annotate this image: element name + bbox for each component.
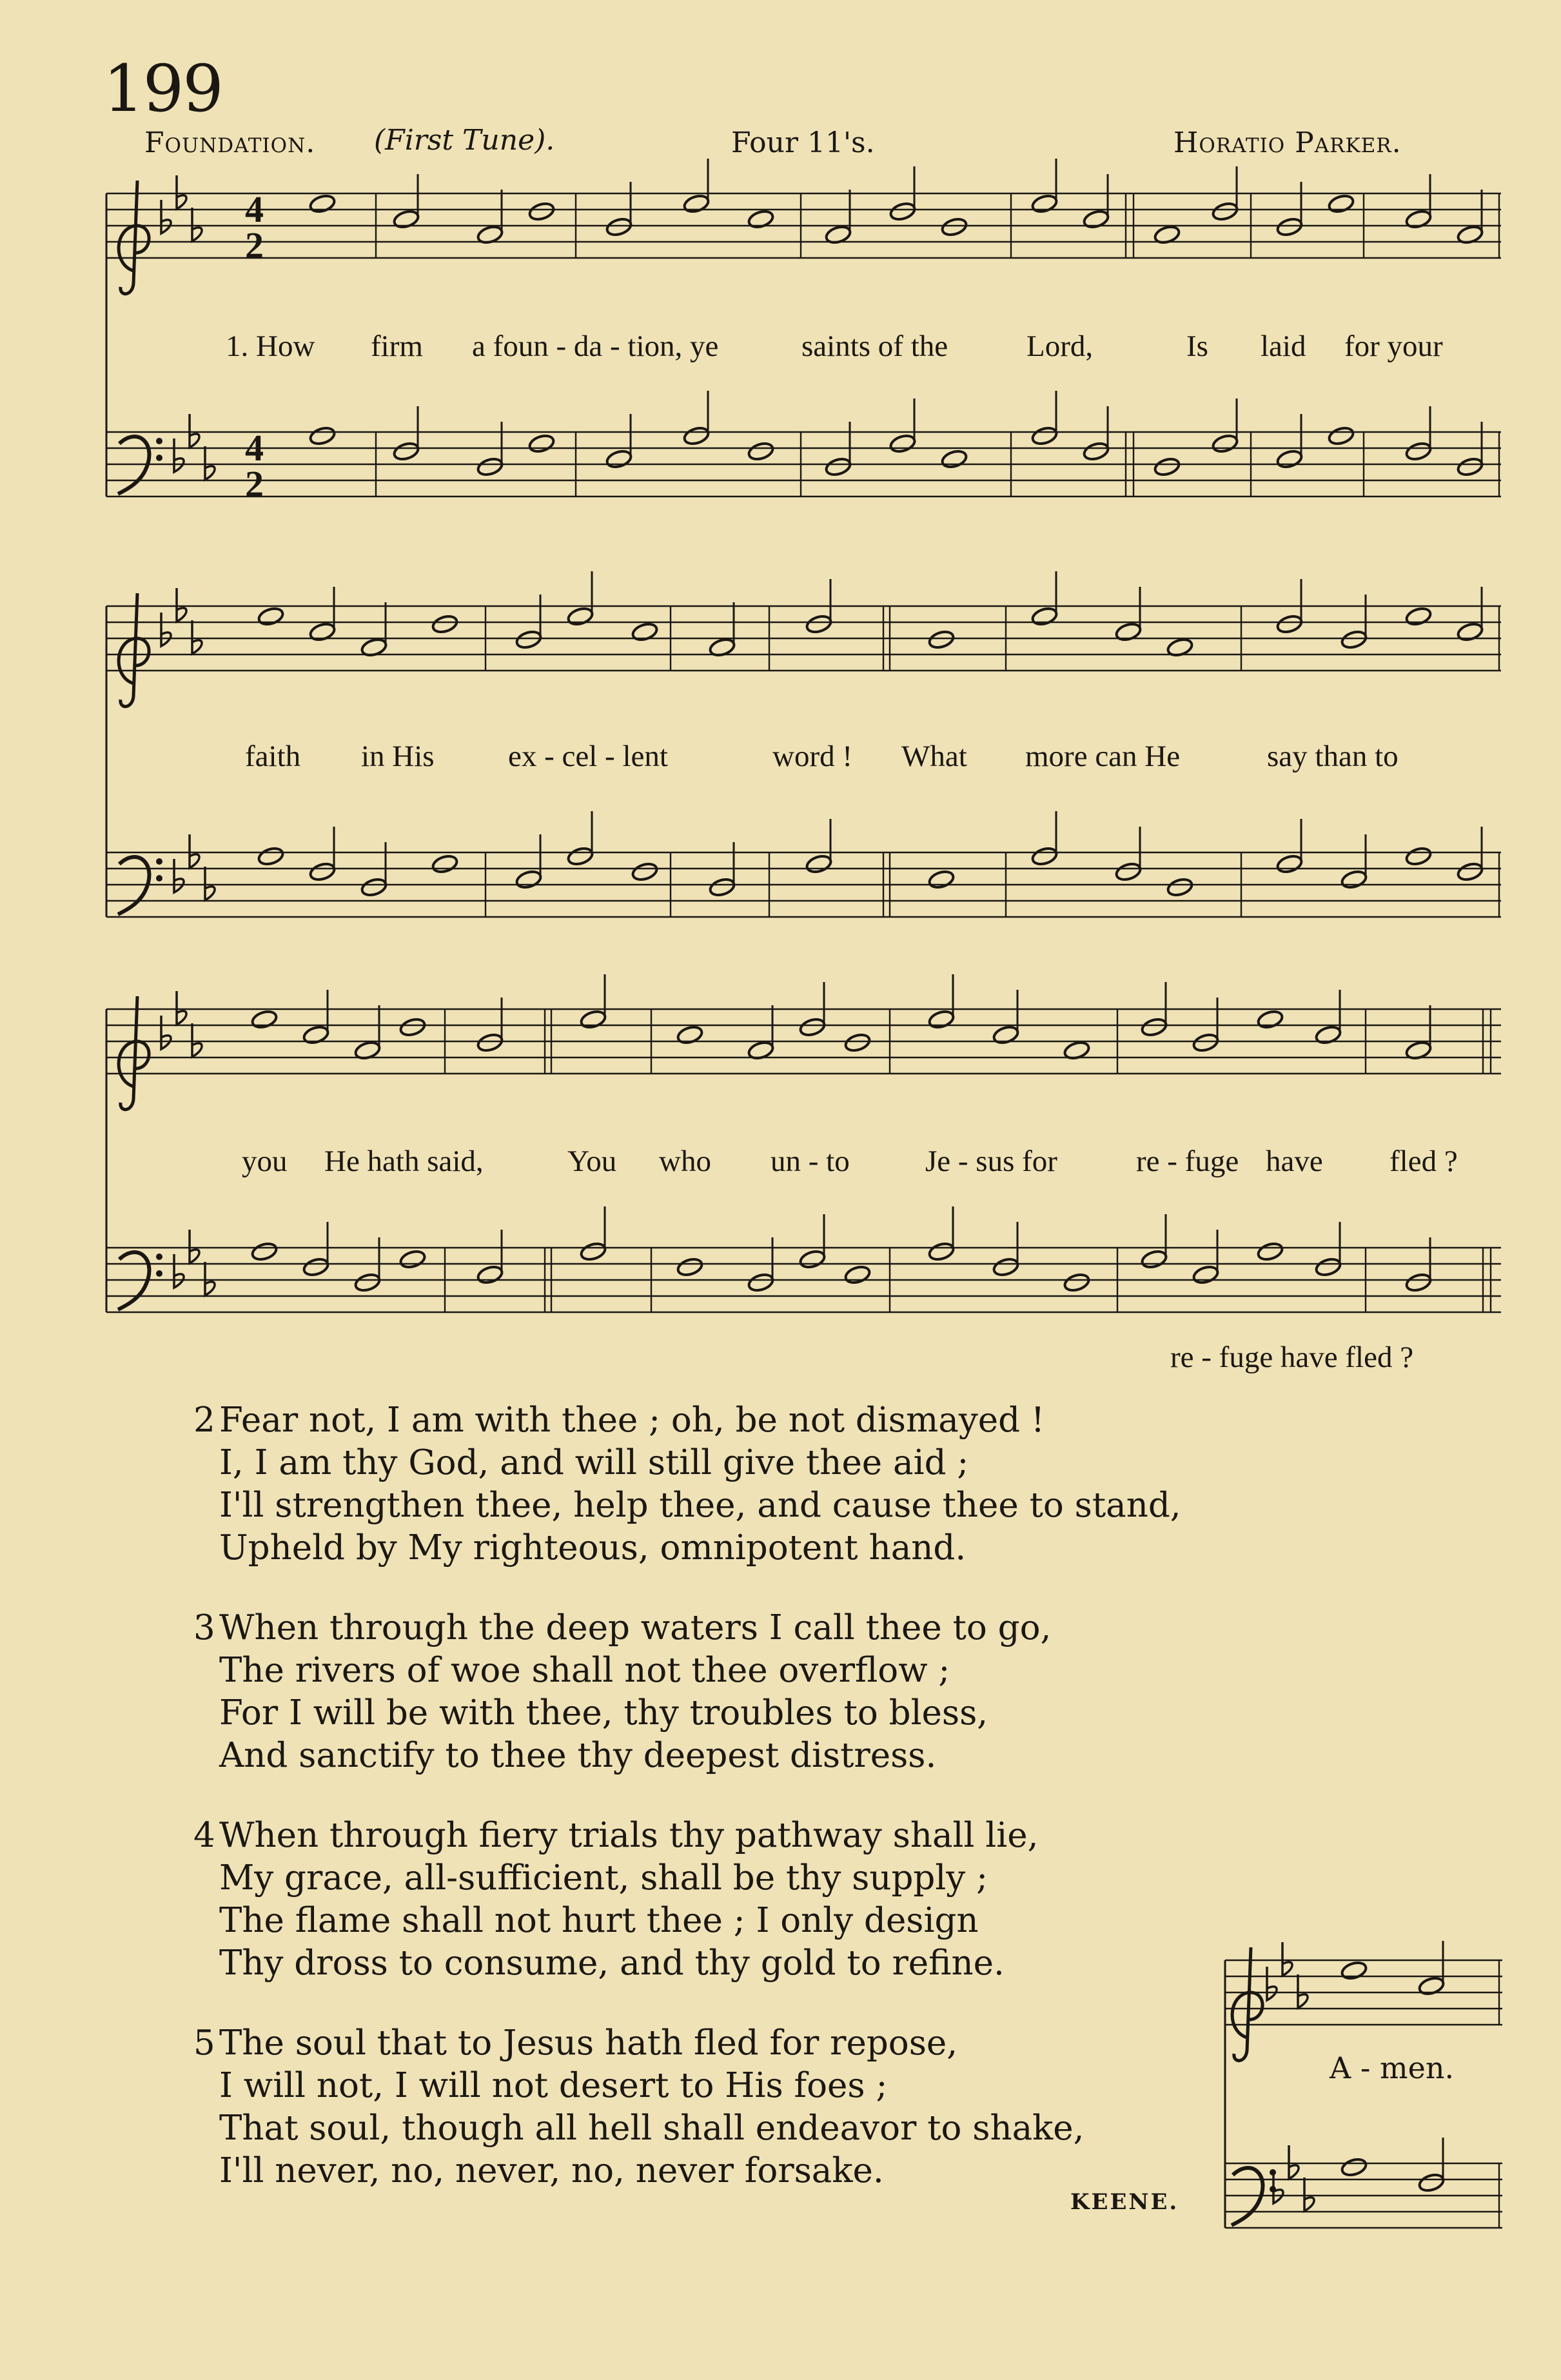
note-head	[1405, 846, 1433, 867]
note-head	[515, 869, 543, 890]
note-head	[676, 1025, 704, 1046]
flat-sign-icon	[205, 867, 215, 900]
stanza-line: That soul, though all hell shall endeavor to shake,	[219, 2109, 1085, 2148]
lyric-word: laid	[1261, 329, 1306, 363]
note-head	[1031, 193, 1059, 215]
flat-sign-icon	[177, 588, 186, 622]
stanza-line: And sanctify to thee thy deepest distress.	[219, 1736, 937, 1775]
note-head	[1141, 1017, 1168, 1038]
stanza-line: When through the deep waters I call thee to go,	[219, 1608, 1052, 1647]
flat-sign-icon	[177, 991, 186, 1025]
stanza-line: I, I am thy God, and will still give thee aid ;	[219, 1443, 969, 1482]
stanza-number: 3	[193, 1608, 215, 1647]
flat-sign-icon	[1273, 2170, 1283, 2203]
note-head	[257, 606, 285, 627]
note-head	[567, 606, 594, 627]
note-head	[825, 457, 852, 478]
stanza-number: 5	[193, 2023, 215, 2063]
note-head	[528, 433, 556, 455]
note-head	[1276, 854, 1304, 875]
flat-sign-icon	[1289, 2145, 1299, 2179]
stanza-2	[193, 1399, 1181, 1569]
note-head	[799, 1017, 827, 1038]
note-head	[1141, 1249, 1168, 1270]
credit: KEENE.	[1070, 2189, 1179, 2215]
flat-sign-icon	[192, 208, 202, 241]
flat-sign-icon	[1304, 2178, 1314, 2211]
note-head	[580, 1241, 607, 1263]
note-head	[399, 1017, 427, 1038]
stanza-line: The flame shall not hurt thee ; I only design	[219, 1901, 979, 1940]
note-head	[747, 441, 775, 462]
note-head	[1031, 606, 1059, 627]
lyric-word: faith	[245, 740, 301, 773]
treble-clef-icon	[119, 996, 149, 1110]
lyric-word: He hath said,	[324, 1145, 484, 1178]
note-head	[354, 1272, 382, 1293]
note-head	[1166, 877, 1194, 898]
note-head	[683, 193, 711, 215]
meter: Four 11's.	[731, 126, 875, 159]
lyric-word: say than to	[1267, 740, 1399, 773]
hymn-number: 199	[103, 51, 222, 126]
lyric-word: 1. How	[226, 329, 315, 363]
note-head	[631, 622, 659, 643]
note-head	[1276, 217, 1304, 238]
note-head	[1031, 846, 1059, 867]
bass-clef-icon	[118, 857, 149, 914]
lyric-word: saints of the	[801, 329, 948, 363]
note-head	[1276, 449, 1304, 470]
note-head	[528, 201, 556, 222]
note-head	[992, 1025, 1020, 1046]
tune-name: Foundation.	[144, 126, 316, 159]
note-head	[799, 1249, 827, 1270]
stanza-line: When through fiery trials thy pathway shall lie,	[219, 1816, 1039, 1855]
note-head	[1405, 441, 1433, 462]
bass-clef-icon	[118, 1252, 149, 1310]
flat-sign-icon	[1298, 1974, 1308, 2008]
note-head	[1192, 1264, 1220, 1286]
note-head	[431, 854, 459, 875]
note-head	[1457, 622, 1484, 643]
flat-sign-icon	[161, 200, 171, 233]
stanza-5	[193, 2022, 1181, 2192]
bass-clef-dot	[156, 455, 162, 461]
treble-clef-icon	[119, 593, 149, 707]
tune-note: (First Tune).	[374, 124, 555, 157]
lyric-word: fled ?	[1389, 1145, 1458, 1178]
note-head	[992, 1257, 1020, 1278]
flat-sign-icon	[205, 446, 215, 480]
note-head	[1115, 861, 1143, 883]
lyric-word: word !	[772, 740, 852, 773]
note-head	[476, 457, 504, 478]
lyric-word: ex - cel - lent	[508, 740, 668, 773]
note-head	[251, 1241, 279, 1263]
flat-sign-icon	[205, 1262, 215, 1295]
stanza-line: For I will be with thee, thy troubles to bless,	[219, 1693, 988, 1733]
stanza-line: Upheld by My righteous, omnipotent hand.	[219, 1528, 967, 1568]
amen-lyric: A - men.	[1330, 2051, 1455, 2085]
treble-clef-icon	[119, 181, 149, 294]
note-head	[309, 426, 337, 447]
lyric-word: in His	[361, 740, 435, 773]
lyric-word: You	[567, 1145, 617, 1178]
note-head	[1418, 1976, 1446, 1997]
lyric-word: firm	[371, 329, 423, 363]
note-head	[1340, 1960, 1368, 1982]
note-head	[1340, 2157, 1368, 2178]
note-head	[1457, 457, 1484, 478]
bass-clef-dot	[156, 1270, 162, 1277]
flat-sign-icon	[1267, 1967, 1277, 2000]
note-head	[309, 193, 337, 215]
note-head	[676, 1257, 704, 1278]
note-head	[1328, 193, 1355, 215]
stanza-line: I'll strengthen thee, help thee, and cause thee to stand,	[219, 1486, 1181, 1525]
note-head	[1457, 861, 1484, 883]
note-head	[1340, 629, 1368, 651]
flat-sign-icon	[190, 834, 199, 868]
bass-lyric: re - fuge have fled ?	[1170, 1341, 1414, 1374]
note-head	[1315, 1025, 1342, 1046]
note-head	[1418, 2172, 1446, 2194]
lyric-word: for your	[1344, 329, 1443, 363]
stanza-line: The soul that to Jesus hath fled for repose,	[219, 2023, 958, 2063]
bass-clef-dot	[156, 1254, 162, 1260]
note-head	[1257, 1241, 1284, 1263]
note-head	[928, 1241, 956, 1263]
flat-sign-icon	[177, 175, 186, 209]
stanza-number: 4	[193, 1816, 215, 1855]
flat-sign-icon	[1282, 1942, 1292, 1976]
note-head	[928, 869, 956, 890]
note-head	[1115, 622, 1143, 643]
flat-sign-icon	[161, 613, 171, 646]
stanza-line: I will not, I will not desert to His foes ;	[219, 2066, 888, 2105]
note-head	[431, 614, 459, 635]
note-head	[309, 622, 337, 643]
bass-clef-dot	[156, 438, 162, 444]
note-head	[605, 449, 633, 470]
stanza-line: Fear not, I am with thee ; oh, be not dismayed !	[219, 1401, 1045, 1440]
note-head	[844, 1032, 872, 1054]
note-head	[747, 209, 775, 230]
note-head	[515, 629, 543, 651]
flat-sign-icon	[190, 1230, 199, 1263]
stanza-number: 2	[193, 1401, 215, 1440]
note-head	[709, 877, 736, 898]
note-head	[580, 1009, 607, 1030]
note-head	[1328, 426, 1355, 447]
note-head	[1257, 1009, 1284, 1030]
time-signature-bottom: 2	[245, 224, 264, 266]
note-head	[928, 1009, 956, 1030]
note-head	[1083, 441, 1110, 462]
note-head	[941, 217, 968, 238]
time-signature-top: 4	[245, 188, 264, 230]
composer: Horatio Parker.	[1173, 126, 1402, 159]
note-head	[1276, 614, 1304, 635]
note-head	[393, 209, 420, 230]
note-head	[1154, 457, 1181, 478]
note-head	[360, 877, 388, 898]
flat-sign-icon	[190, 414, 199, 447]
note-head	[1315, 1257, 1342, 1278]
note-head	[1405, 1272, 1433, 1293]
lyric-word: who	[659, 1145, 711, 1178]
flat-sign-icon	[174, 438, 184, 472]
note-head	[631, 861, 659, 883]
note-head	[251, 1009, 279, 1030]
lyric-word: have	[1266, 1145, 1323, 1178]
note-head	[1083, 209, 1110, 230]
bass-clef-dot	[156, 858, 162, 865]
note-head	[1212, 201, 1239, 222]
lyric-word: Je - sus for	[925, 1145, 1057, 1178]
note-head	[889, 201, 917, 222]
note-head	[889, 433, 917, 455]
time-signature-bottom: 2	[245, 463, 264, 505]
lyric-word: more can He	[1025, 740, 1181, 773]
lyric-word: un - to	[771, 1145, 850, 1178]
stanza-line: Thy dross to consume, and thy gold to refine.	[219, 1943, 1005, 1983]
note-head	[1405, 209, 1433, 230]
note-head	[1212, 433, 1239, 455]
bass-clef-icon	[118, 437, 149, 494]
lyric-word: re - fuge	[1136, 1145, 1239, 1178]
flat-sign-icon	[192, 1023, 202, 1057]
bass-clef-icon	[1232, 2168, 1262, 2225]
note-head	[1405, 606, 1433, 627]
flat-sign-icon	[161, 1016, 171, 1049]
note-head	[1192, 1032, 1220, 1054]
note-head	[476, 1264, 504, 1286]
note-head	[941, 449, 968, 470]
note-head	[1031, 426, 1059, 447]
note-head	[302, 1257, 330, 1278]
lyric-word: a foun - da - tion, ye	[472, 329, 719, 363]
note-head	[567, 846, 594, 867]
note-head	[805, 614, 833, 635]
note-head	[1063, 1272, 1091, 1293]
note-head	[309, 861, 337, 883]
note-head	[844, 1264, 872, 1286]
note-head	[605, 217, 633, 238]
flat-sign-icon	[174, 859, 184, 892]
note-head	[1340, 869, 1368, 890]
note-head	[928, 629, 956, 651]
time-signature-top: 4	[245, 427, 264, 469]
stanza-line: My grace, all-sufficient, shall be thy supply ;	[219, 1858, 988, 1898]
stanza-3	[193, 1607, 1181, 1777]
note-head	[399, 1249, 427, 1270]
note-head	[302, 1025, 330, 1046]
lyric-word: you	[242, 1145, 288, 1178]
stanza-4	[193, 1815, 1181, 1985]
note-head	[805, 854, 833, 875]
stanza-line: The rivers of woe shall not thee overflow ;	[219, 1651, 950, 1690]
lyric-word: Lord,	[1026, 329, 1094, 363]
stanzas	[193, 1399, 1181, 2230]
note-head	[683, 426, 711, 447]
treble-clef-icon	[1232, 1947, 1262, 2061]
note-head	[393, 441, 420, 462]
flat-sign-icon	[192, 620, 202, 654]
lyric-word: Is	[1186, 329, 1208, 363]
stanza-line: I'll never, no, never, no, never forsake.	[219, 2151, 884, 2190]
flat-sign-icon	[174, 1254, 184, 1288]
lyric-word: What	[901, 740, 967, 773]
note-head	[747, 1272, 775, 1293]
note-head	[257, 846, 285, 867]
note-head	[476, 1032, 504, 1054]
bass-clef-dot	[156, 875, 162, 881]
